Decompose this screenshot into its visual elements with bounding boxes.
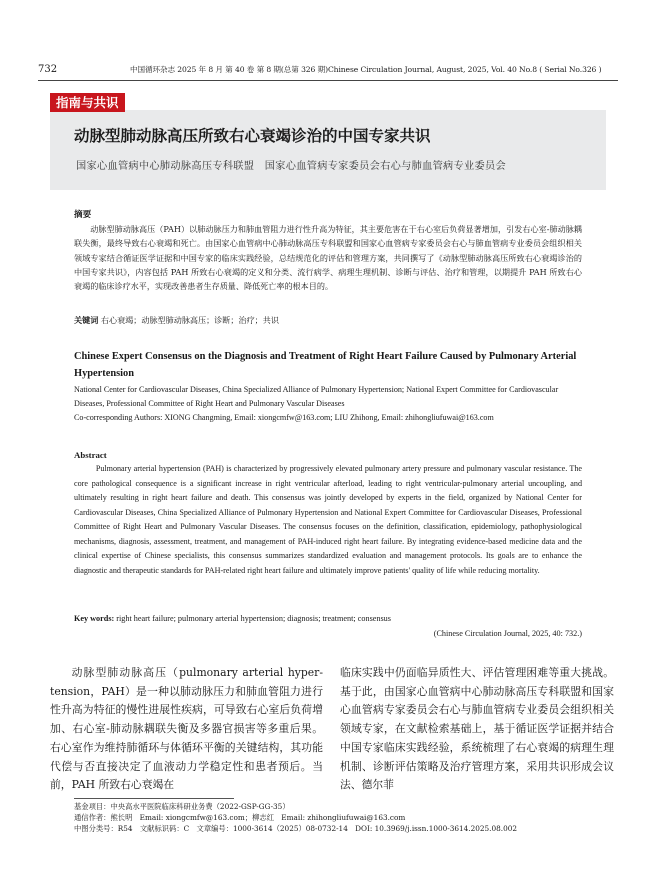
english-abstract (74, 462, 582, 578)
funding-note: 基金项目：中央高水平医院临床科研业务费（2022-GSP-GG-35） (74, 802, 290, 811)
chinese-keywords (74, 313, 582, 327)
header-rule (38, 80, 618, 81)
title-panel (50, 110, 606, 190)
footnote-rule (74, 798, 234, 799)
chinese-keywords-label: 关键词 (74, 315, 99, 325)
english-affiliation: National Center for Cardiovascular Diseases, China Specialized Alliance of Pulmonary Hypertension; National Expert Committee for Cardiovascular Diseases, Professional Committee of Right Heart and Pulmonary Vascular Diseases (74, 385, 559, 409)
english-abstract-text: Pulmonary arterial hypertension (PAH) is characterized by progressively elevated pulmonary artery pressure and pulmonary vascular resistance. The core pathological consequence is a significant increase in right ventricular afterload, leading to right ventricular-pulmonary arterial uncoupling, and ultimately resulting in right heart failure and death. This consensus was jointly developed by experts in the field, organized by National Center for Cardiovascular Diseases, China Specialized Alliance of Pulmonary Hypertension and National Expert Committee for Cardiovascular Diseases, Professional Committee of Right Heart and Pulmonary Vascular Diseases. The consensus focuses on the definition, classification, epidemiology, pathophysiological mechanisms, diagnosis, assessment, treatment, and management of PAH-induced right heart failure. By integrating evidence-based medicine data and the clinical expertise of Chinese specialists, this consensus summarizes standardized evaluation and management protocols. Its goals are to enhance the diagnostic and therapeutic standards for PAH-related right heart failure and ultimately improve patients' quality of life while reducing mortality. (74, 464, 582, 575)
english-keywords-text: right heart failure; pulmonary arterial hypertension; diagnosis; treatment; consensus (116, 614, 391, 623)
body-paragraph-continued: 临床实践中仍面临异质性大、评估管理困难等重大挑战。基于此，由国家心血管病中心肺动脉高压专科联盟和国家心血管病专家委员会右心与肺血管病专业委员会组织相关领域专家，在文献检索基础上，基于循证医学证据并结合中国专家临床实践经验，系统梳理了右心衰竭的病理生理机制、诊断评估策略及治疗管理方案，采用共识形成会议法、德尔菲 (340, 666, 614, 792)
chinese-authors: 国家心血管病中心肺动脉高压专科联盟 国家心血管病专家委员会右心与肺血管病专业委员会 (76, 161, 506, 172)
chinese-abstract-text: 动脉型肺动脉高压（PAH）以肺动脉压力和肺血管阻力进行性升高为特征，其主要危害在于右心室后负荷显著增加，引发右心室-肺动脉耦联失衡，最终导致右心衰竭和死亡。由国家心血管病中心肺动脉高压专科联盟和国家心血管病专家委员会右心与肺血管病专业委员会组织相关领域专家结合循证医学证据和中国专家的临床实践经验，总结规范化的评估和管理方案，共同撰写了《动脉型肺动脉高压所致右心衰竭诊治的中国专家共识》，内容包括 PAH 所致右心衰竭的定义和分类、流行病学、病理生理机制、诊断与评估、治疗和管理，以期提升 PAH 所致右心衰竭的临床诊疗水平，实现改善患者生存质量、降低死亡率的根本目的。 (74, 224, 582, 292)
footnotes (74, 801, 614, 834)
running-header: 中国循环杂志 2025 年 8 月 第 40 卷 第 8 期(总第 326 期)Chinese Circulation Journal, August, 2025, Vol. 40 No.8 ( Serial No.326 ) (130, 65, 602, 74)
english-title: Chinese Expert Consensus on the Diagnosis and Treatment of Right Heart Failure Caused by Pulmonary Arterial Hypertension (74, 351, 577, 379)
classification-note: 中图分类号：R54 文献标识码：C 文章编号：1000-3614（2025）08-0732-14 DOI: 10.3969/j.issn.1000-3614.2025.08.002 (74, 824, 518, 833)
body-paragraph: 动脉型肺动脉高压（pulmonary arterial hyper-tension，PAH）是一种以肺动脉压力和肺血管阻力进行性升高为特征的慢性进展性疾病，可导致右心室后负荷增加、右心室-肺动脉耦联失衡及多器官损害等多重后果。右心室作为维持肺循环与体循环平衡的关键结构，其功能代偿与否直接决定了血液动力学稳定性和患者预后。当前，PAH 所致右心衰竭在 (50, 666, 323, 792)
page-number: 732 (38, 64, 58, 75)
section-tag: 指南与共识 (50, 93, 125, 112)
chinese-abstract (74, 222, 582, 293)
english-abstract-label: Abstract (74, 450, 107, 460)
chinese-title: 动脉型肺动脉高压所致右心衰竭诊治的中国专家共识 (74, 127, 431, 145)
citation: (Chinese Circulation Journal, 2025, 40: 732.) (433, 629, 582, 638)
english-affiliation-block (74, 383, 584, 426)
chinese-abstract-label: 摘要 (74, 210, 92, 220)
chinese-keywords-text: 右心衰竭；动脉型肺动脉高压；诊断；治疗；共识 (100, 315, 279, 325)
body-left-column (50, 664, 323, 795)
english-keywords-label: Key words: (74, 614, 115, 623)
corresponding-note: 通信作者：熊长明 Email: xiongcmfw@163.com；柳志红 Email: zhihongliufuwai@163.com (74, 813, 406, 822)
english-corresponding-authors: Co-corresponding Authors: XIONG Changming, Email: xiongcmfw@163.com; LIU Zhihong, Email: zhihongliufuwai@163.com (74, 413, 494, 423)
english-keywords (74, 614, 582, 623)
body-right-column (340, 664, 614, 795)
